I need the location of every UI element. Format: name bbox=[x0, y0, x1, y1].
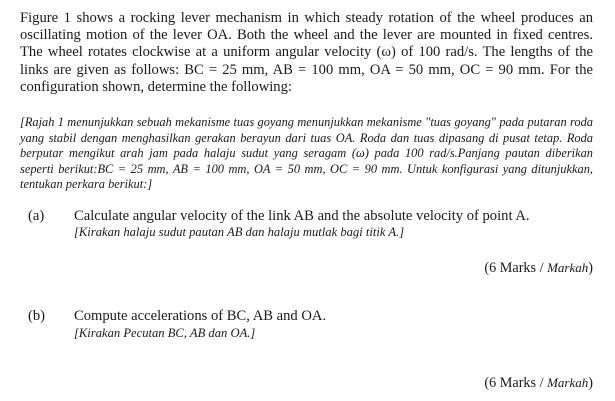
part-a-translation: [Kirakan halaju sudut pautan AB dan halaju mutlak bagi titik A.] bbox=[74, 225, 405, 239]
part-a-marks-sep: / bbox=[536, 260, 548, 276]
part-a-marks-en: (6 Marks bbox=[484, 260, 537, 276]
part-b-marks-close: ) bbox=[588, 375, 593, 391]
part-b-translation: [Kirakan Pecutan BC, AB dan OA.] bbox=[74, 326, 256, 340]
part-b-label: (b) bbox=[28, 308, 46, 324]
part-b-marks-sep: / bbox=[536, 375, 548, 391]
part-b-marks bbox=[484, 374, 593, 392]
part-a-marks-translation: Markah bbox=[547, 260, 589, 275]
part-a-label: (a) bbox=[28, 208, 45, 224]
question-intro: Figure 1 shows a rocking lever mechanism in which steady rotation of the wheel produces an oscillating motion of the lever OA. Both the wheel and the lever are mounted in fixed centres. The wheel rotates clockwise at a uniform angular velocity (ω) of 100 rad/s. The lengths of the links are given as follows: BC = 25 mm, AB = 100 mm, OA = 50 mm, OC = 90 mm. For the configuration shown, determine the following: bbox=[20, 10, 593, 95]
question-intro-translation: [Rajah 1 menunjukkan sebuah mekanisme tuas goyang menunjukkan mekanisme "tuas goyang" pada putaran roda yang stabil dengan menghasilkan gerakan berayun dari tuas OA. Roda dan tuas dipasang di pusat tetap. Roda berputar mengikut arah jam pada halaju sudut yang seragam (ω) pada 100 rad/s.Panjang pautan diberikan seperti berikut:BC = 25 mm, AB = 100 mm, OA = 50 mm, OC = 90 mm. Untuk konfigurasi yang ditunjukkan, tentukan perkara berikut:] bbox=[20, 115, 593, 192]
part-b-marks-en: (6 Marks bbox=[484, 375, 537, 391]
part-b-marks-translation: Markah bbox=[547, 375, 589, 390]
part-a-text: Calculate angular velocity of the link AB and the absolute velocity of point A. bbox=[74, 208, 530, 224]
part-a-marks-close: ) bbox=[588, 260, 593, 276]
part-b-text: Compute accelerations of BC, AB and OA. bbox=[74, 308, 327, 324]
part-a-marks bbox=[484, 259, 593, 277]
